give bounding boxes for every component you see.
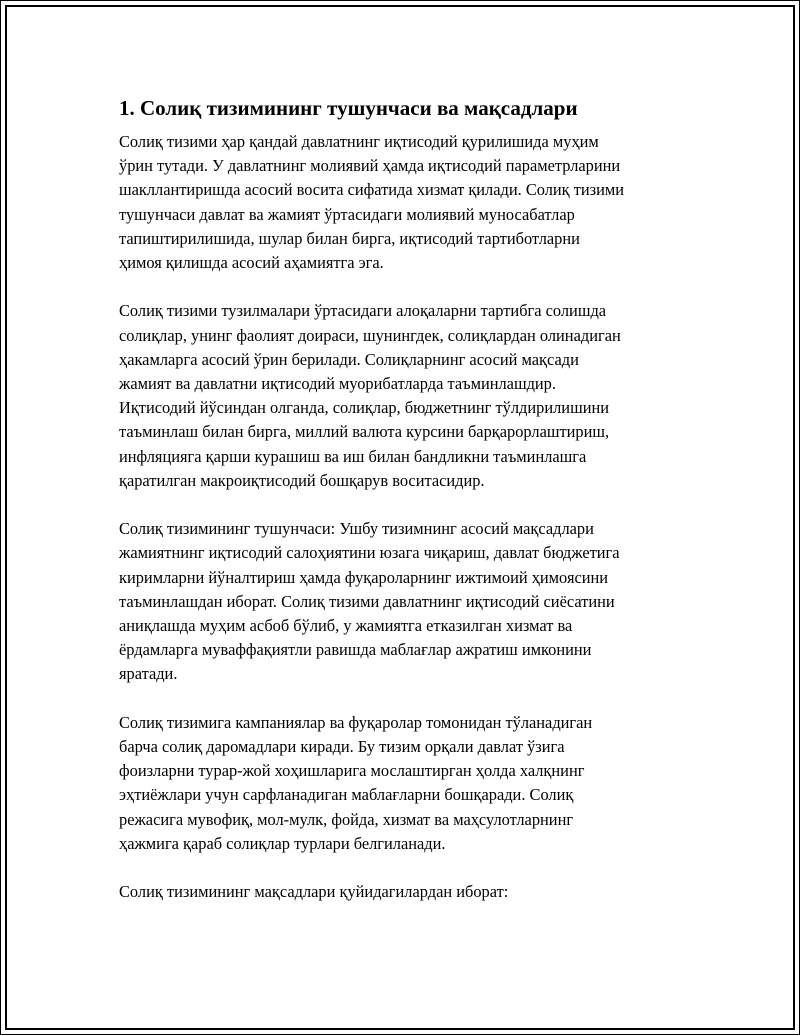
text-line: режасига мувофиқ, мол-мулк, фойда, хизмат ва маҳсулотларнинг — [119, 809, 574, 829]
text-line: ҳажмига қараб солиқлар турлари белгиланади. — [119, 833, 446, 853]
paragraph-2 — [119, 299, 689, 493]
text-line: инфляцияга қарши курашиш ва иш билан бандликни таъминлашга — [119, 446, 587, 466]
text-line: Солиқ тизимининг мақсадлари қуйидагилардан иборат: — [119, 882, 509, 902]
text-line: тапиштирилишида, шулар билан бирга, иқтисодий тартиботларни — [119, 228, 580, 248]
text-line: Солиқ тизими тузилмалари ўртасидаги алоқаларни тартибга солишда — [119, 301, 607, 321]
paragraph-3 — [119, 517, 689, 686]
text-line: шакллантиришда асосий восита сифатида хизмат қилади. Солиқ тизими — [119, 180, 625, 200]
text-line: жамият ва давлатни иқтисодий муорибатларда таъминлашдир. — [119, 374, 556, 394]
text-line: киримларни йўналтириш ҳамда фуқароларнинг ижтимоий ҳимоясини — [119, 567, 609, 587]
text-line: эҳтиёжлари учун сарфланадиган маблағларни бошқаради. Солиқ — [119, 785, 574, 805]
paragraph-5 — [119, 880, 689, 904]
paragraph-4 — [119, 711, 689, 856]
text-line: тушунчаси давлат ва жамият ўртасидаги молиявий муносабатлар — [119, 204, 575, 224]
text-line: ҳакамларга асосий ўрин берилади. Солиқларнинг асосий мақсади — [119, 349, 579, 369]
text-line: Солиқ тизимининг тушунчаси: Ушбу тизимнинг асосий мақсадлари — [119, 519, 594, 539]
text-line: Иқтисодий йўсиндан олганда, солиқлар, бюджетнинг тўлдирилишини — [119, 398, 610, 418]
text-line: жамиятнинг иқтисодий салоҳиятини юзага чиқариш, давлат бюджетига — [119, 543, 620, 563]
text-line: яратади. — [119, 664, 178, 684]
text-line: Солиқ тизими ҳар қандай давлатнинг иқтисодий қурилишида муҳим — [119, 132, 599, 151]
text-line: фоизларни турар-жой хоҳишларига мослаштирган ҳолда халқнинг — [119, 761, 585, 781]
text-line: барча солиқ даромадлари киради. Бу тизим орқали давлат ўзига — [119, 737, 565, 757]
text-line: Солиқ тизимига кампаниялар ва фуқаролар томонидан тўланадиган — [119, 712, 593, 732]
text-line: таъминлаш билан бирга, миллий валюта курсини барқарорлаштириш, — [119, 422, 610, 442]
text-line: ёрдамларга муваффақиятли равишда маблағлар ажратиш имконини — [119, 640, 592, 660]
document-body — [119, 94, 689, 929]
text-line: таъминлашдан иборат. Солиқ тизими давлатнинг иқтисодий сиёсатини — [119, 591, 615, 611]
text-line: ўрин тутади. У давлатнинг молиявий ҳамда иқтисодий параметрларини — [119, 156, 621, 176]
text-line: аниқлашда муҳим асбоб бўлиб, у жамиятга етказилган хизмат ва — [119, 616, 573, 636]
text-line: солиқлар, унинг фаолият доираси, шунингдек, солиқлардан олинадиган — [119, 325, 621, 345]
paragraph-1 — [119, 130, 689, 275]
text-line: ҳимоя қилишда асосий аҳамиятга эга. — [119, 253, 384, 273]
text-line: қаратилган макроиқтисодий бошқарув воситасидир. — [119, 470, 485, 490]
section-heading: 1. Солиқ тизимининг тушунчаси ва мақсадлари — [119, 96, 578, 120]
